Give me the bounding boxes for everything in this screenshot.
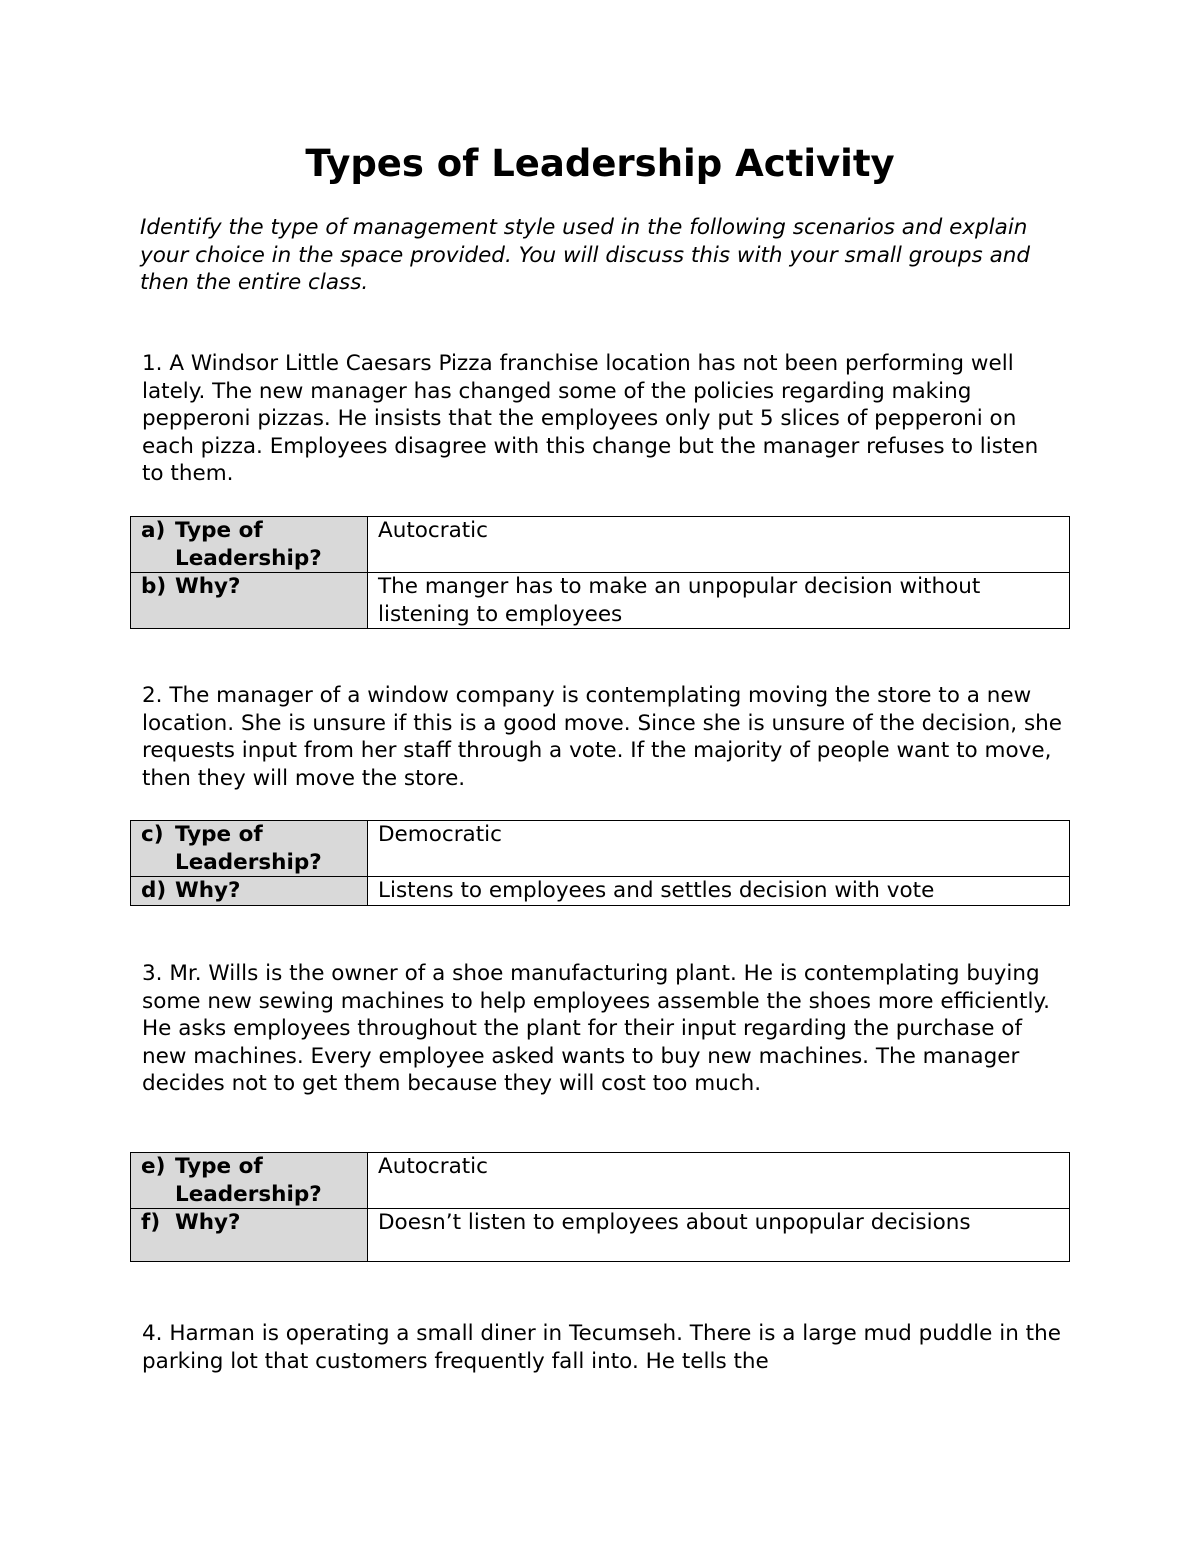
why-answer[interactable]: Doesn’t listen to employees about unpopular decisions — [368, 1209, 1070, 1262]
answer-table-1 — [130, 516, 1070, 629]
question-4-text: 4. Harman is operating a small diner in Tecumseh. There is a large mud puddle in the parking lot that customers frequently fall into. He tells the — [142, 1321, 1061, 1374]
type-of-leadership-label: Type of Leadership? — [175, 822, 322, 875]
question-2-text: 2. The manager of a window company is contemplating moving the store to a new location. She is unsure if this is a good move. Since she is unsure of the decision, she requests input from her staff through a vote. If the majority of people want to move, then they will move the store. — [142, 683, 1063, 791]
why-answer[interactable]: The manger has to make an unpopular decision without listening to employees — [368, 573, 1070, 629]
answer-table-2 — [130, 820, 1070, 906]
question-1-text: 1. A Windsor Little Caesars Pizza franchise location has not been performing well lately. The new manager has changed some of the policies regarding making pepperoni pizzas. He insists that the employees only put 5 slices of pepperoni on each pizza. Employees disagree with this change but the manager refuses to listen to them. — [142, 351, 1039, 486]
type-label-cell — [131, 517, 368, 573]
item-letter: a) — [141, 518, 166, 543]
answer-table-3 — [130, 1152, 1070, 1262]
why-label-cell — [131, 877, 368, 906]
why-label-cell — [131, 573, 368, 629]
question-3-text: 3. Mr. Wills is the owner of a shoe manufacturing plant. He is contemplating buying some new sewing machines to help employees assemble the shoes more efficiently. He asks employees throughout the plant for their input regarding the purchase of new machines. Every employee asked wants to buy new machines. The manager decides not to get them because they will cost too much. — [142, 961, 1050, 1096]
type-answer[interactable]: Democratic — [368, 821, 1070, 877]
type-answer[interactable]: Autocratic — [368, 517, 1070, 573]
type-answer[interactable]: Autocratic — [368, 1153, 1070, 1209]
why-label-cell — [131, 1209, 368, 1262]
item-letter: f) — [141, 1210, 161, 1235]
why-answer[interactable]: Listens to employees and settles decision with vote — [368, 877, 1070, 906]
instructions: Identify the type of management style used in the following scenarios and explain your choice in the space provided. You will discuss this with your small groups and then the entire class. — [140, 215, 1031, 295]
why-label: Why? — [175, 878, 241, 903]
why-label: Why? — [175, 574, 241, 599]
item-letter: b) — [141, 574, 167, 599]
type-label-cell — [131, 821, 368, 877]
why-label: Why? — [175, 1210, 241, 1235]
type-label-cell — [131, 1153, 368, 1209]
item-letter: d) — [141, 878, 167, 903]
type-of-leadership-label: Type of Leadership? — [175, 518, 322, 571]
type-of-leadership-label: Type of Leadership? — [175, 1154, 322, 1207]
page-title: Types of Leadership Activity — [305, 142, 895, 185]
item-letter: c) — [141, 822, 164, 847]
item-letter: e) — [141, 1154, 166, 1179]
